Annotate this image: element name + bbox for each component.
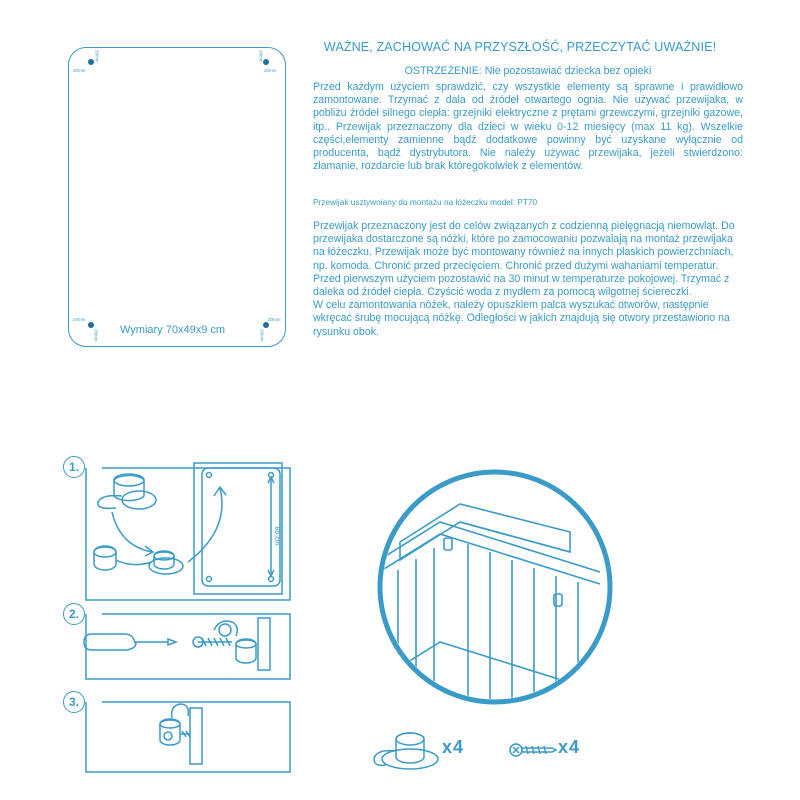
step-1-frame: [86, 468, 290, 600]
foot-marker-1: [444, 538, 452, 550]
step-1-measure-label: 86 cm: [273, 526, 280, 546]
screw-part-icon: [508, 738, 558, 762]
mat-dimensions-caption: Wymiary 70x49x9 cm: [120, 324, 226, 336]
step-1-hole: [207, 473, 212, 478]
changing-mat-outline: [68, 47, 286, 347]
step-1-strap: [98, 496, 122, 509]
step-1-foot-bottom: [94, 546, 116, 570]
crib-detail-illustration: [370, 462, 620, 712]
step-2-mat-edge: [258, 618, 270, 670]
description-paragraph-1: Przewijak przeznaczony jest do celów związanych z codzienną pielęgnacją niemowląt. Do przewijaka dostarczone są nóżki, które po zamocowaniu pozwalają na montaż przewijaka na łóżeczku. Przewijak może być montowany również na innych płaskich powierzchniach, np. komoda. Chronić przed przecięciem. Chronić przed dużymi wahaniami temperatur. Przed pierwszym użyciem pozostawić na 30 minut w temperaturze pokojowej. Trzymać z daleka od źródeł ciepła. Czyścić woda z mydłem za pomocą wilgotnej ściereczki.: [313, 220, 735, 299]
step-1-curve-arrow: [188, 488, 222, 562]
corner-label-tr-v: 20mm: [258, 50, 264, 63]
step-1-foot: [114, 475, 144, 500]
description-block: [313, 220, 743, 339]
crib-bars-right: [468, 544, 578, 712]
step-3-strap: [172, 704, 189, 718]
corner-label-bl-v: 20mm: [93, 329, 99, 342]
corner-hole-bottom-right: [263, 322, 269, 328]
foot-count: x4: [442, 737, 465, 757]
warning-line: OSTRZEŻENIE: Nie pozostawiać dziecka bez opieki: [404, 65, 652, 77]
corner-hole-bottom-left: [88, 322, 94, 328]
screwdriver-handle: [84, 634, 136, 650]
step-3-label: 3.: [63, 691, 85, 713]
warning-paragraph: Przed każdym użyciem sprawdzić, czy wszystkie elementy są sprawne i prawidłowo zamontowane. Trzymać z dala od źródeł otwartego ognia. Nie używać przewijaka, w pobliżu źródeł silnego ciepła: grzejniki elektryczne z prętami grzewczymi, grzejniki gazowe, itp.. Przewijak przeznaczony dla dzieci w wieku 0-12 miesięcy (max 11 kg). Wszelkie części,elementy zamienne bądź dodatkowe powinny być uzyskane wyłącznie od producenta, bądź dystrybutora. Nie należy używać przewijaka, jeżeli stwierdzono: złamanie, rozdarcie lub brak któregokolwiek z elementów.: [313, 81, 743, 173]
corner-label-tl-v: 20mm: [94, 50, 100, 63]
corner-label-tr-h: 20mm: [264, 68, 277, 73]
foot-part-icon: [372, 725, 442, 775]
corner-label-bl-h: 20mm: [73, 317, 86, 322]
step-2-label: 2.: [63, 603, 85, 625]
page-heading: WAŻNE, ZACHOWAĆ NA PRZYSZŁOŚĆ, PRZECZYTAĆ UWAŻNIE!: [323, 40, 717, 54]
corner-hole-top-right: [263, 59, 269, 65]
screw-count: x4: [558, 737, 581, 757]
step-2-panel: [60, 600, 300, 695]
model-line: Przewijak usztywniany do montażu na łóżeczku model: PT70: [313, 197, 538, 207]
step-3-mat-edge: [190, 708, 202, 764]
corner-label-br-v: 20mm: [259, 329, 265, 342]
description-paragraph-2: W celu zamontowania nóżek, należy opuszkiem palca wyszukać otworów, następnie wkręcać śrubę mocującą nóżkę. Odległości w jakich znajdują się otwory przestawiono na rysunku obok.: [313, 299, 730, 338]
corner-label-tl-h: 20mm: [73, 68, 86, 73]
step-3-panel: [60, 688, 300, 783]
step-1-label: 1.: [63, 456, 85, 478]
step-2-foot: [236, 639, 256, 663]
detail-circle: [380, 472, 610, 702]
step-2-strap: [214, 621, 237, 636]
step-1-mat-outline: [202, 468, 280, 586]
step-1-panel: [60, 450, 300, 610]
corner-label-br-h: 20mm: [268, 317, 281, 322]
